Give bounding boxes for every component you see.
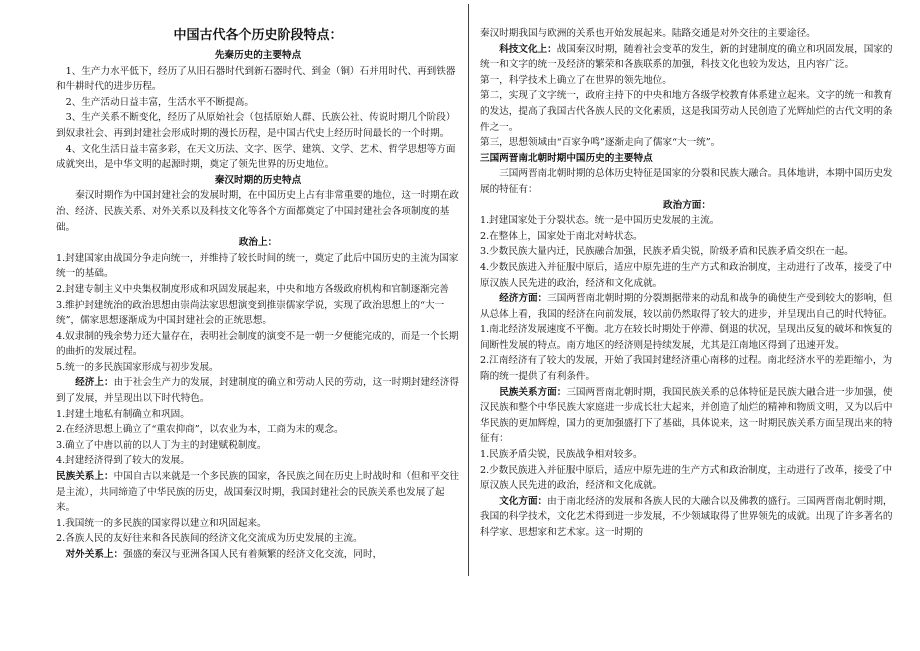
paragraph: [56, 298, 460, 329]
paragraph: [56, 110, 460, 141]
paragraph-text: 1.封建国家由战国分争走向统一，并维持了较长时间的统一，奠定了此后中国历史的主流为国家统一的基础。: [56, 252, 459, 280]
paragraph: [480, 291, 894, 322]
inline-heading: 科技文化上：: [499, 43, 557, 55]
paragraph-text: 1.封建国家处于分裂状态。统一是中国历史发展的主流。: [480, 215, 720, 227]
paragraph-text: 1.南北经济发展速度不平衡。北方在较长时期处于停滞、倒退的状况，呈现出反复的破坏和恢复的间断性发展的特点。南方地区的经济则是持续发展，尤其是江南地区得到了迅速开发。: [480, 324, 893, 351]
section-heading: [56, 235, 460, 251]
paragraph: [56, 547, 460, 563]
paragraph: [480, 73, 894, 89]
paragraph-text: 政治方面：: [663, 199, 711, 211]
paragraph-text: 3.少数民族大量内迁，民族融合加强，民族矛盾尖锐，阶级矛盾和民族矛盾交织在一起。: [480, 246, 854, 258]
paragraph: [480, 463, 894, 494]
paragraph: [56, 64, 460, 95]
paragraph-text: 2.封建专制主义中央集权制度形成和巩固发展起来，中央和地方各级政府机构和官制逐渐完善: [56, 283, 449, 295]
paragraph: [56, 251, 460, 282]
right-column: [480, 26, 894, 541]
paragraph-text: 第一，科学技术上确立了在世界的领先地位。: [480, 74, 672, 86]
paragraph-text: 3.维护封建统治的政治思想由崇尚法家思想演变到推崇儒家学说，实现了政治思想上的“大一统”，儒家思想逐渐成为中国封建社会的正统思想。: [56, 299, 445, 327]
paragraph-text: 第三，思想领域由“百家争鸣”逐渐走向了儒家“大一统”。: [480, 137, 721, 149]
paragraph: [56, 360, 460, 376]
section-heading: [56, 48, 460, 64]
paragraph-text: 2.在经济思想上确立了“重农抑商”，以农业为本，工商为末的观念。: [56, 424, 344, 436]
paragraph: [480, 26, 894, 42]
inline-heading: 经济方面：: [499, 293, 548, 305]
section-heading: [56, 173, 460, 189]
paragraph: [56, 438, 460, 454]
paragraph-text: 秦汉时期作为中国封建社会的发展时期，在中国历史上占有非常重要的地位，这一时期在政治、经济、民族关系、对外关系以及科技文化等各个方面都奠定了中国封建社会各项制度的基础。: [56, 190, 459, 233]
paragraph-text: 秦汉时期我国与欧洲的关系也开始发展起来。陆路交通是对外交往的主要途径。: [480, 28, 816, 39]
section-heading: [480, 151, 894, 167]
paragraph-text: 4.少数民族进入并征服中原后，适应中原先进的生产方式和政治制度，主动进行了改革，接受了中原汉族人民先进的政治，经济和文化成就。: [480, 261, 893, 289]
paragraph-text: 中国自古以来就是一个多民族的国家，各民族之间在历史上时战时和（但和平交往是主流），共同缔造了中华民族的历史，战国秦汉时期，我国封建社会的民族关系也发展了起来。: [56, 471, 459, 514]
paragraph: [56, 282, 460, 298]
paragraph: [56, 188, 460, 235]
paragraph-text: 先秦历史的主要特点: [214, 50, 302, 61]
paragraph-text: 由于社会生产力的发展，封建制度的确立和劳动人民的劳动，这一时期封建经济得到了发展，并呈现出以下时代特色。: [56, 377, 459, 405]
paragraph: [480, 385, 894, 447]
paragraph-text: 1.民族矛盾尖锐，民族战争相对较多。: [480, 449, 643, 461]
paragraph-text: 2.各族人民的友好往来和各民族间的经济文化交流成为历史发展的主流。: [56, 533, 363, 545]
paragraph: [480, 244, 894, 260]
paragraph: [480, 494, 894, 541]
inline-heading: 文化方面：: [499, 495, 548, 507]
paragraph-text: 3.确立了中唐以前的以人丁为主的封建赋税制度。: [56, 439, 267, 451]
paragraph: [56, 469, 460, 516]
paragraph-text: 1.我国统一的多民族的国家得以建立和巩固起来。: [56, 517, 267, 529]
paragraph-text: 强盛的秦汉与亚洲各国人民有着频繁的经济文化交流，同时，: [123, 549, 383, 560]
left-column: [56, 26, 460, 563]
paragraph: [480, 353, 894, 384]
paragraph-text: 4.封建经济得到了较大的发展。: [56, 455, 190, 467]
paragraph: [480, 42, 894, 73]
paragraph-text: 由于南北经济的发展和各族人民的大融合以及佛教的盛行。三国两晋南北朝时期，我国的科学技术，文化艺术得到进一步发展，不少领域取得了世界领先的成就。出现了许多著名的科学家、思想家和艺术家。这一时期的: [480, 495, 893, 538]
paragraph-text: 2.少数民族进入并征服中原后，适应中原先进的生产方式和政治制度，主动进行了改革，接受了中原汉族人民先进的政治，经济和文化成就。: [480, 464, 893, 492]
paragraph-text: 三国两晋南北朝时期的分裂割据带来的动乱和战争的确使生产受到较大的影响，但从总体上看，我国的经济在向前发展，较以前仍然取得了较大的进步，并呈现出自己的时代特征。: [480, 293, 893, 320]
paragraph-text: 秦汉时期的历史特点: [214, 174, 302, 186]
paragraph-text: 政治上：: [238, 237, 278, 249]
paragraph: [56, 142, 460, 173]
paragraph: [480, 213, 894, 229]
paragraph: [56, 407, 460, 423]
paragraph-text: 三国两晋南北朝时期的总体历史特征是国家的分裂和民族大融合。具体地讲，本期中国历史发展的特征有：: [480, 168, 893, 195]
paragraph: [480, 229, 894, 245]
inline-heading: 经济上：: [75, 377, 114, 389]
paragraph: [480, 322, 894, 353]
section-heading: [480, 198, 894, 214]
paragraph-text: 1、生产力水平低下，经历了从旧石器时代到新石器时代、到金（铜）石并用时代、再到铁器和牛耕时代的进步历程。: [56, 65, 456, 93]
column-divider: [468, 4, 469, 576]
paragraph-text: 第二，实现了文字统一，政府主持下的中央和地方各级学校教育体系建立起来。文字的统一和教育的发达，提高了我国古代各族人民的文化素质，这是我国劳动人民创造了光辉灿烂的古代文明的条件之一。: [480, 90, 893, 133]
inline-heading: 对外关系上：: [65, 549, 124, 560]
paragraph-text: 战国秦汉时期，随着社会变革的发生，新的封建制度的确立和巩固发展，国家的统一和文字的统一及经济的繁荣和各族联系的加强，科技文化也较为发达，且内容广泛。: [480, 43, 893, 71]
paragraph-text: 2、生产活动日益丰富，生活水平不断提高。: [65, 96, 254, 108]
paragraph: [480, 447, 894, 463]
paragraph: [480, 166, 894, 197]
paragraph: [56, 516, 460, 532]
paragraph: [56, 422, 460, 438]
paragraph-text: 3、生产关系不断变化，经历了从原始社会（包括原始人群、氏族公社、传说时期几个阶段）到奴隶社会、再到封建社会形成时期的漫长历程，是中国古代史上经历时间最长的一个时期。: [56, 112, 456, 139]
paragraph: [56, 531, 460, 547]
paragraph-text: 5.统一的多民族国家形成与初步发展。: [56, 361, 219, 373]
paragraph: [480, 88, 894, 135]
paragraph-text: 1.封建土地私有制确立和巩固。: [56, 408, 190, 420]
paragraph-text: 2.在整体上，国家处于南北对峙状态。: [480, 230, 643, 242]
paragraph: [56, 375, 460, 406]
inline-heading: 民族关系方面：: [499, 386, 567, 398]
paragraph: [56, 95, 460, 111]
paragraph-text: 4、文化生活日益丰富多彩，在天文历法、文字、医学、建筑、文学、艺术、哲学思想等方面成就突出，是中华文明的起源时期，奠定了领先世界的历史地位。: [56, 143, 456, 171]
inline-heading: 民族关系上：: [56, 471, 114, 483]
paragraph-text: 2.江南经济有了较大的发展，开始了我国封建经济重心南移的过程。南北经济水平的差距缩小，为隋的统一提供了有利条件。: [480, 355, 893, 383]
paragraph-text: 4.奴隶制的残余势力还大量存在，表明社会制度的演变不是一朝一夕便能完成的，而是一个长期的曲折的发展过程。: [56, 330, 459, 358]
paragraph: [480, 260, 894, 291]
paragraph-text: 三国两晋南北朝时期中国历史的主要特点: [480, 152, 653, 164]
paragraph: [56, 453, 460, 469]
page-title: 中国古代各个历史阶段特点：: [173, 28, 343, 43]
paragraph-text: 三国两晋南北朝时期，我国民族关系的总体特征是民族大融合进一步加强，使汉民族和整个中华民族大家庭进一步成长壮大起来，并创造了灿烂的精神和物质文明，又为以后中华民族的更加辉煌，国力的更加强盛打下了基础，具体说来，这一时期民族关系方面呈现出来的特征有：: [480, 386, 893, 445]
paragraph: [480, 135, 894, 151]
paragraph: [56, 329, 460, 360]
